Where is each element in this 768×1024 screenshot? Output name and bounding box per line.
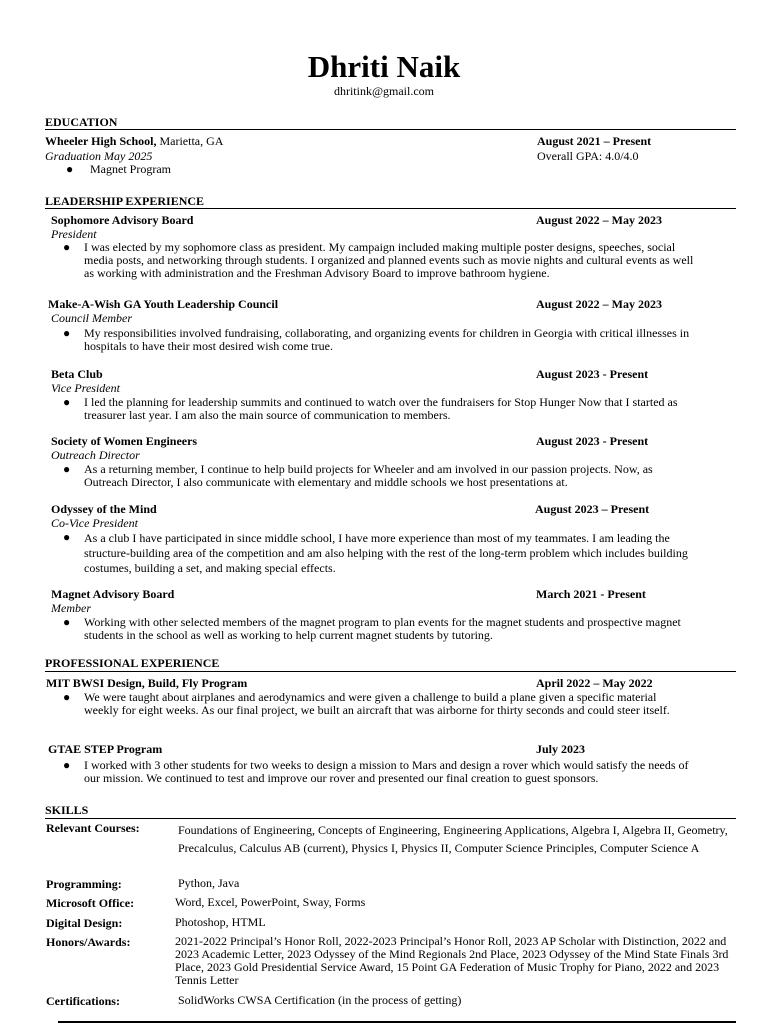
leadership-org: Odyssey of the Mind: [51, 502, 157, 516]
skills-heading: SKILLS: [45, 803, 89, 817]
education-rule: [45, 129, 736, 130]
skill-label: Certifications:: [46, 994, 120, 1008]
leadership-dates: August 2023 – Present: [535, 502, 650, 516]
leadership-rule: [45, 208, 736, 209]
skill-label: Honors/Awards:: [46, 935, 131, 949]
leadership-role: Council Member: [51, 311, 132, 325]
education-bullet: Magnet Program: [90, 162, 171, 176]
education-heading: EDUCATION: [45, 115, 118, 129]
professional-bullet: We were taught about airplanes and aerodynamics and were given a challenge to build a plane given a specific material weekly for eight weeks. As our final project, we built an aircraft that was airborne for thirty seconds and could steer itself.: [84, 690, 670, 717]
education-school-line: [45, 135, 223, 148]
leadership-bullet: Working with other selected members of the magnet program to plan events for the magnet students and prospective magnet students in the school as well as working to help current magnet students by tutoring.: [84, 615, 681, 642]
bullet-icon: ●: [63, 690, 71, 704]
bullet-icon: ●: [66, 162, 74, 176]
skill-label: Relevant Courses:: [46, 821, 140, 835]
leadership-role: Member: [51, 601, 91, 615]
professional-rule: [45, 671, 736, 672]
gpa: Overall GPA: 4.0/4.0: [537, 149, 639, 163]
leadership-dates: March 2021 - Present: [536, 587, 646, 601]
skill-value: SolidWorks CWSA Certification (in the process of getting): [178, 993, 462, 1007]
leadership-dates: August 2023 - Present: [536, 367, 649, 381]
leadership-org: Sophomore Advisory Board: [51, 213, 194, 227]
leadership-bullet: As a club I have participated in since middle school, I have more experience than most of my teammates. I am leading the structure-building area of the competition and am also helping with the rest of the long-term problem which includes building costumes, building a set, and making special effects.: [84, 531, 688, 575]
leadership-bullet: I was elected by my sophomore class as president. My campaign included making multiple poster designs, speeches, social media posts, and networking through students. I organized and planned events such as movie nights and cultural events as well as working with administration and the Freshman Advisory Board to improve bathroom hygiene.: [84, 240, 694, 280]
leadership-bullet: My responsibilities involved fundraising, collaborating, and organizing events for children in Georgia with critical illnesses in hospitals to have their most desired wish come true.: [84, 326, 690, 353]
skill-value: 2021-2022 Principal’s Honor Roll, 2022-2023 Principal’s Honor Roll, 2023 AP Scholar with Distinction, 2022 and 2023 Academic Letter, 2023 Odyssey of the Mind Regionals 2nd Place, 2023 Odyssey of the Mind State Finals 3rd Place, 2023 Gold Presidential Service Award, 15 Point GA Federation of Music Trophy for Piano, 2022 and 2023 Tennis Letter: [175, 934, 729, 987]
footer-rule: [58, 1021, 736, 1023]
skill-label: Programming:: [46, 877, 122, 891]
education-dates: August 2021 – Present: [537, 134, 652, 148]
graduation-date: Graduation May 2025: [45, 149, 153, 163]
leadership-heading: LEADERSHIP EXPERIENCE: [45, 194, 205, 208]
leadership-org: Magnet Advisory Board: [51, 587, 175, 601]
school-name: Wheeler High School,: [45, 134, 157, 148]
skill-label: Microsoft Office:: [46, 896, 135, 910]
bullet-icon: ●: [63, 615, 71, 629]
leadership-bullet: As a returning member, I continue to help build projects for Wheeler and am involved in our passion projects. Now, as Outreach Director, I also communicate with elementary and middle schools we host presentations at.: [84, 462, 653, 489]
leadership-bullet: I led the planning for leadership summits and continued to watch over the fundraisers for Stop Hunger Now that I started as treasurer last year. I am also the main source of communication to members.: [84, 395, 678, 422]
professional-org: MIT BWSI Design, Build, Fly Program: [46, 676, 248, 690]
leadership-org: Society of Women Engineers: [51, 434, 198, 448]
professional-dates: April 2022 – May 2022: [536, 676, 653, 690]
bullet-icon: ●: [63, 395, 71, 409]
bullet-icon: ●: [63, 758, 71, 772]
bullet-icon: ●: [63, 240, 71, 254]
leadership-role: President: [51, 227, 97, 241]
leadership-org: Make-A-Wish GA Youth Leadership Council: [48, 297, 279, 311]
leadership-role: Co-Vice President: [51, 516, 138, 530]
bullet-icon: ●: [63, 462, 71, 476]
leadership-role: Outreach Director: [51, 448, 140, 462]
leadership-dates: August 2022 – May 2023: [536, 297, 663, 311]
professional-heading: PROFESSIONAL EXPERIENCE: [45, 656, 220, 670]
leadership-role: Vice President: [51, 381, 120, 395]
skill-value: Foundations of Engineering, Concepts of Engineering, Engineering Applications, Algebra I, Algebra II, Geometry, Precalculus, Calculus AB (current), Physics I, Physics II, Computer Science Principles, Computer Science A: [178, 823, 728, 855]
professional-bullet: I worked with 3 other students for two weeks to design a mission to Mars and design a rover which would satisfy the needs of our mission. We continued to test and improve our rover and presented our final creation to guest sponsors.: [84, 758, 689, 785]
professional-dates: July 2023: [536, 742, 586, 756]
skill-value: Word, Excel, PowerPoint, Sway, Forms: [175, 895, 366, 909]
skills-rule: [45, 818, 736, 819]
bullet-icon: ●: [63, 530, 71, 544]
professional-org: GTAE STEP Program: [48, 742, 163, 756]
email-address: dhritink@gmail.com: [333, 84, 435, 98]
candidate-name: Dhriti Naik: [307, 49, 461, 84]
skill-value: Python, Java: [178, 876, 240, 890]
leadership-dates: August 2022 – May 2023: [536, 213, 663, 227]
skill-value: Photoshop, HTML: [175, 915, 266, 929]
leadership-dates: August 2023 - Present: [536, 434, 649, 448]
skill-label: Digital Design:: [46, 916, 123, 930]
leadership-org: Beta Club: [51, 367, 103, 381]
bullet-icon: ●: [63, 326, 71, 340]
school-location: Marietta, GA: [156, 134, 224, 148]
